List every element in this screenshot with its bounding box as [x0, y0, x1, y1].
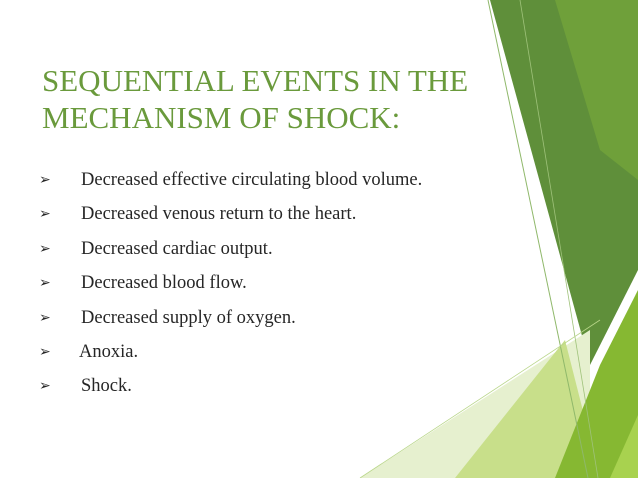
arrowhead-bullet-icon: ➢: [39, 343, 51, 360]
title-line-2: MECHANISM OF SHOCK:: [42, 100, 401, 135]
arrowhead-bullet-icon: ➢: [39, 206, 51, 223]
bullet-text: Shock.: [81, 376, 132, 397]
title-line-1: SEQUENTIAL EVENTS IN THE: [42, 63, 469, 98]
arrowhead-bullet-icon: ➢: [39, 309, 51, 326]
bullet-text: Decreased supply of oxygen.: [81, 307, 296, 328]
bullet-text: Anoxia.: [79, 341, 139, 362]
arrowhead-bullet-icon: ➢: [39, 240, 51, 257]
slide-title: [42, 62, 512, 136]
arrowhead-bullet-icon: ➢: [39, 172, 51, 188]
arrowhead-bullet-icon: ➢: [39, 378, 51, 395]
bullet-text: Decreased effective circulating blood volume.: [81, 170, 423, 190]
bullet-text: Decreased cardiac output.: [81, 238, 273, 259]
arrowhead-bullet-icon: ➢: [39, 275, 51, 292]
bullet-text: Decreased blood flow.: [81, 273, 247, 294]
bullet-text: Decreased venous return to the heart.: [81, 204, 357, 225]
